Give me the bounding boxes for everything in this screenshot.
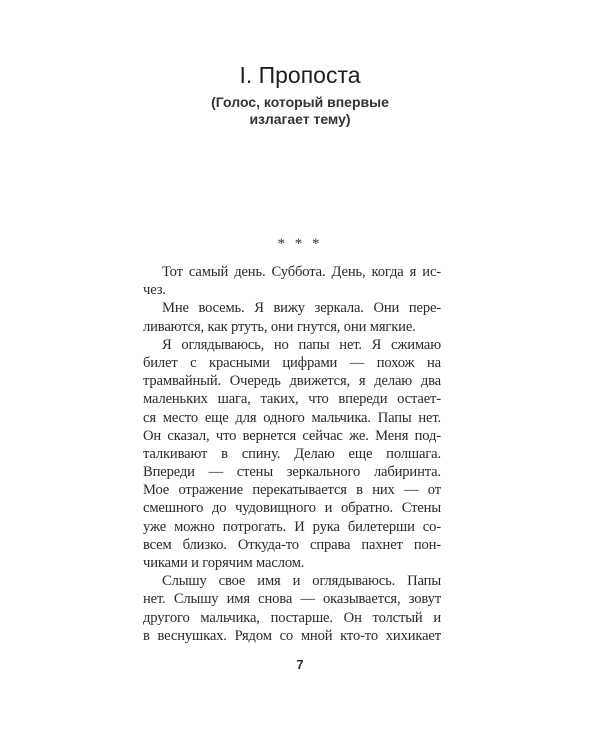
paragraph xyxy=(143,263,441,299)
text-line: Я оглядываюсь, но папы нет. Я сжимаю xyxy=(162,336,441,353)
text-line: талкивают в спину. Делаю еще полшага. xyxy=(143,445,441,462)
text-line: ливаются, как ртуть, они гнутся, они мягкие. xyxy=(143,318,416,335)
text-line: Впереди — стены зеркального лабиринта. xyxy=(143,464,441,481)
paragraph xyxy=(143,572,441,645)
text-line: смешного до чудовищного и обратно. Стены xyxy=(143,500,441,517)
text-line: Слышу свое имя и оглядываюсь. Папы xyxy=(162,573,441,590)
page-number: 7 xyxy=(296,657,304,672)
text-line: нет. Слышу имя снова — оказывается, зовут xyxy=(143,591,441,608)
text-line: Мое отражение перекатывается в них — от xyxy=(143,482,441,499)
paragraph xyxy=(143,336,441,572)
subtitle-line: излагает тему) xyxy=(249,111,351,127)
body-text xyxy=(143,263,441,645)
text-line: чиками и горячим маслом. xyxy=(143,555,305,571)
text-line: билет с красными цифрами — похож на xyxy=(143,354,441,371)
text-line: маленьких шага, таких, что впереди остает- xyxy=(143,391,441,408)
text-line: Он сказал, что вернется сейчас же. Меня под- xyxy=(143,427,441,444)
text-line: другого мальчика, постарше. Он толстый и xyxy=(143,609,441,626)
subtitle-line: (Голос, который впервые xyxy=(211,94,389,110)
section-separator: * * * xyxy=(277,236,323,252)
text-line: Мне восемь. Я вижу зеркала. Они пере- xyxy=(162,300,441,317)
text-line: чез. xyxy=(143,282,166,299)
text-line: ся место еще для одного мальчика. Папы нет. xyxy=(143,409,441,426)
paragraph xyxy=(143,299,441,335)
text-line: в веснушках. Рядом со мной кто-то хихикает xyxy=(143,627,441,644)
text-line: трамвайный. Очередь движется, я делаю два xyxy=(143,373,441,390)
text-line: Тот самый день. Суббота. День, когда я ис- xyxy=(162,264,441,280)
text-line: всем близко. Откуда-то справа пахнет пон- xyxy=(143,536,441,553)
chapter-subtitle xyxy=(0,94,600,128)
chapter-title: I. Пропоста xyxy=(239,62,361,88)
text-line: уже можно потрогать. И рука билетерши со- xyxy=(143,518,441,535)
